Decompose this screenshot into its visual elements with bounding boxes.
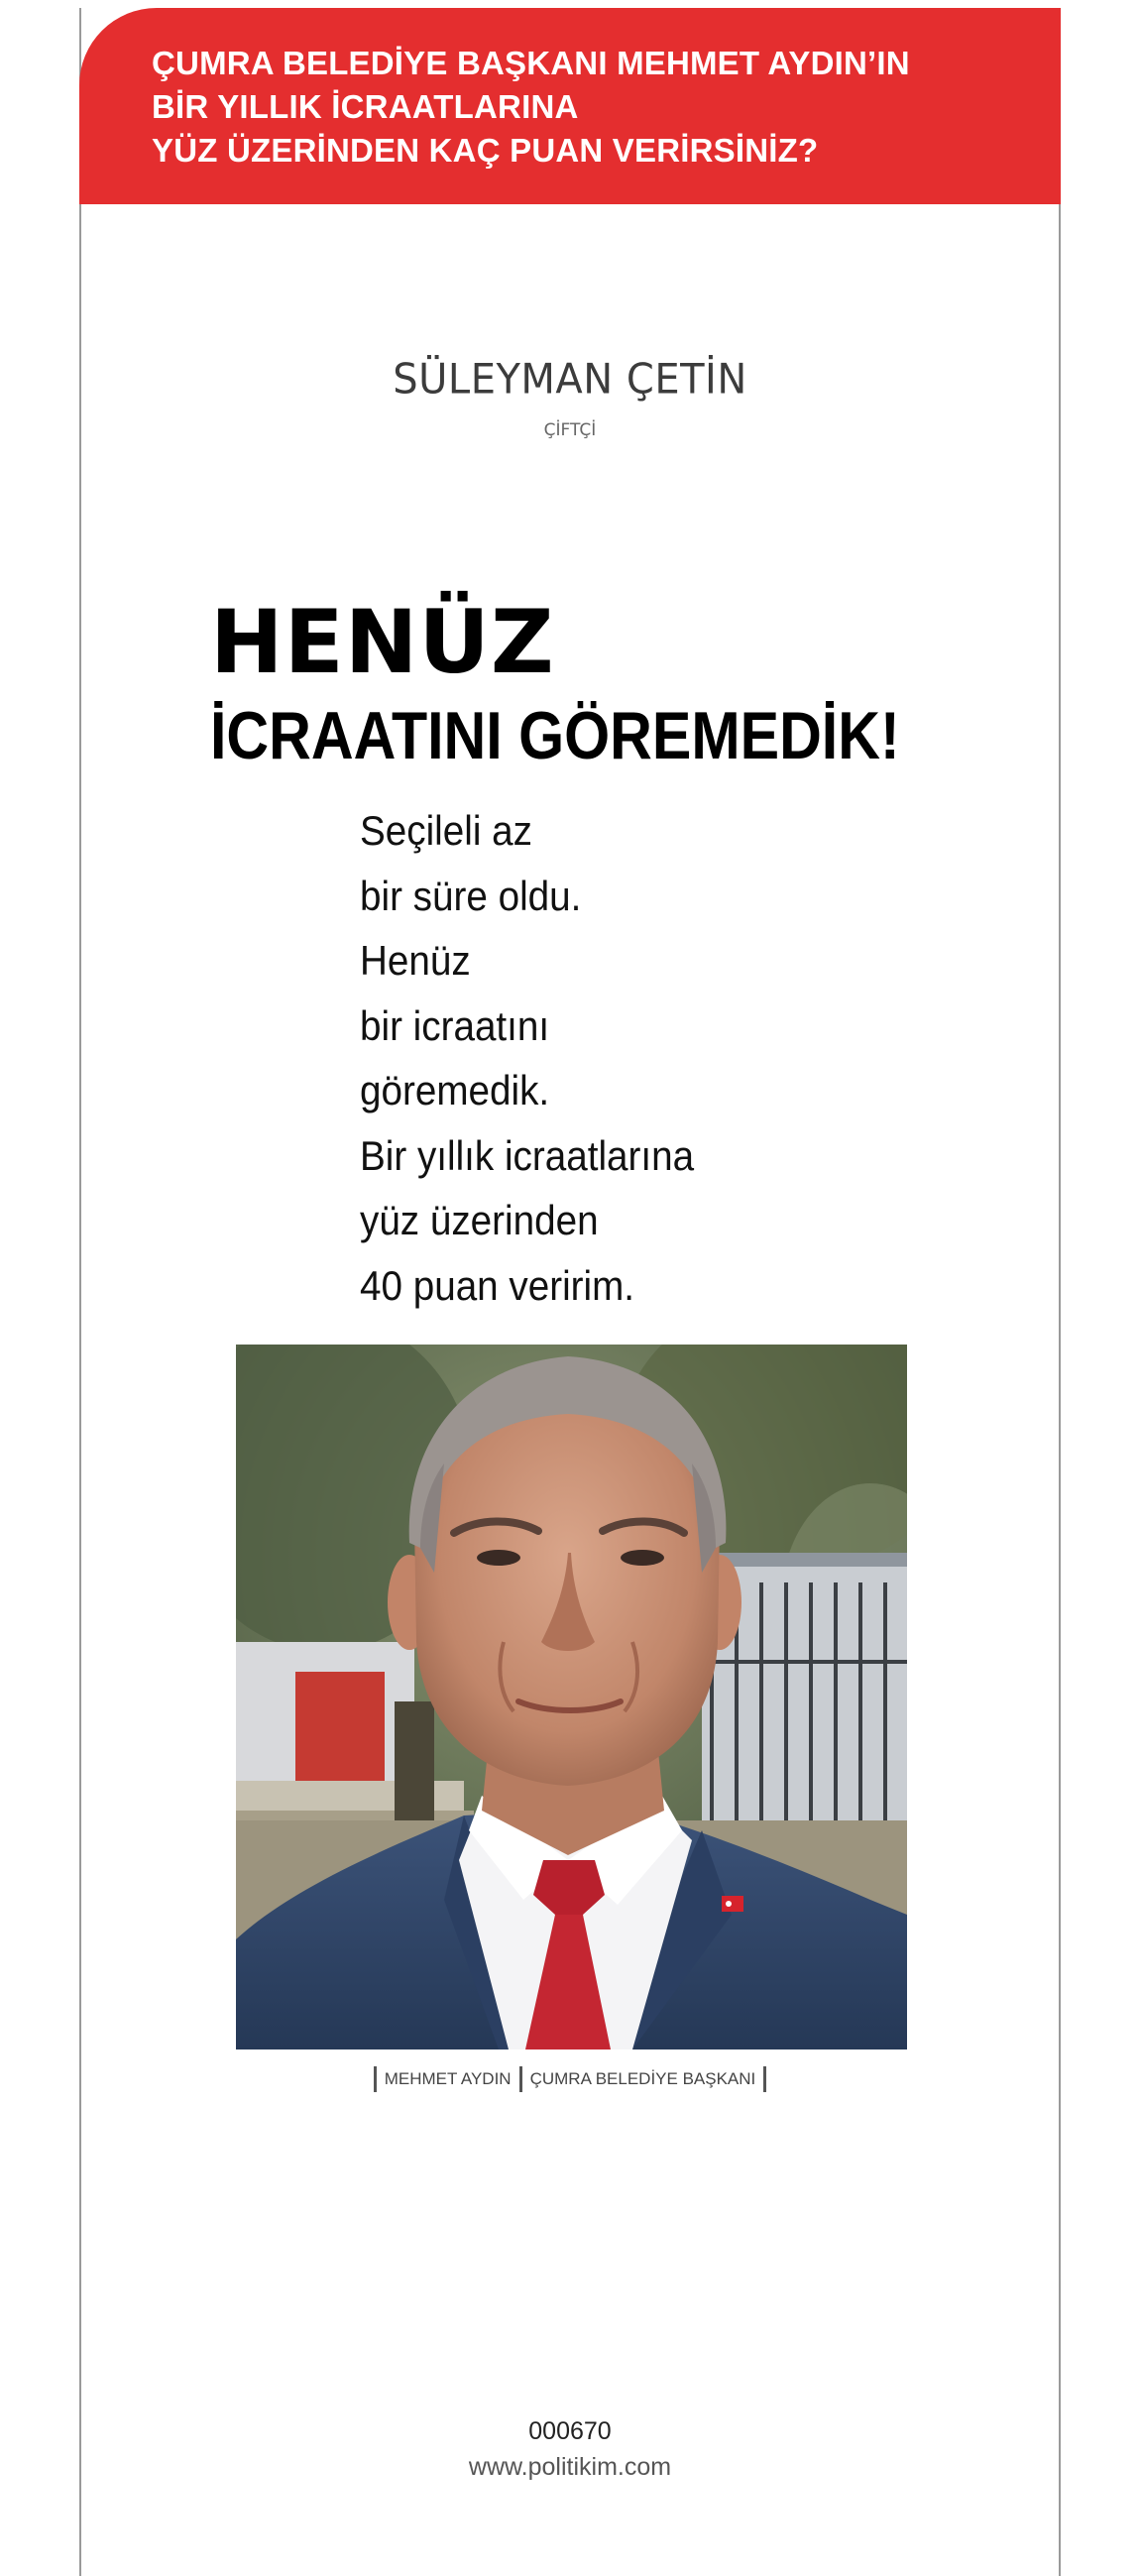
- caption-separator: [374, 2066, 377, 2092]
- banner-line-2: BİR YILLIK İCRAATLARINA: [152, 88, 579, 125]
- quote-block: [360, 798, 974, 1318]
- quote-line: bir icraatını: [360, 1001, 550, 1049]
- headline-line-1: HENÜZ: [210, 591, 555, 693]
- caption-separator: [763, 2066, 766, 2092]
- quote-line: Seçileli az: [360, 807, 532, 854]
- quote-line: Bir yıllık icraatlarına: [360, 1131, 695, 1179]
- question-banner: [79, 8, 1061, 204]
- caption-name: MEHMET AYDIN: [384, 2069, 512, 2088]
- author-profession: ÇİFTÇİ: [543, 420, 597, 440]
- quote-line: yüz üzerinden: [360, 1197, 599, 1243]
- banner-line-1: ÇUMRA BELEDİYE BAŞKANI MEHMET AYDIN’IN: [152, 45, 910, 81]
- banner-line-3: YÜZ ÜZERİNDEN KAÇ PUAN VERİRSİNİZ?: [152, 132, 819, 169]
- reference-code: 000670: [528, 2417, 612, 2445]
- quote-line: göremedik.: [360, 1067, 550, 1113]
- caption-title: ÇUMRA BELEDİYE BAŞKANI: [529, 2069, 756, 2088]
- quote-line: Henüz: [360, 937, 471, 984]
- headline-line-2: İCRAATINI GÖREMEDİK!: [210, 698, 900, 773]
- caption-separator: [519, 2066, 522, 2092]
- quote-line: 40 puan veririm.: [360, 1261, 635, 1309]
- quote-line: bir süre oldu.: [360, 872, 582, 919]
- photo-caption: [0, 2066, 1140, 2092]
- author-name: SÜLEYMAN ÇETİN: [393, 355, 747, 405]
- mayor-portrait-photo: [236, 1345, 907, 2049]
- website-link[interactable]: www.politikim.com: [468, 2453, 672, 2481]
